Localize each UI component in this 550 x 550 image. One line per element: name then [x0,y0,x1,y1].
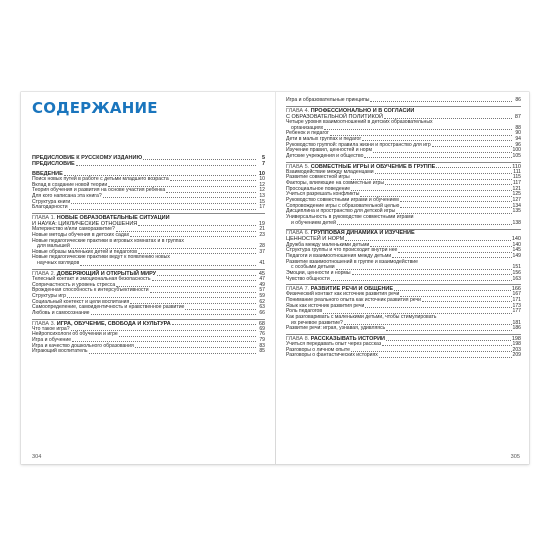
toc-entry-text: Вклад в создание новой теории [32,181,108,188]
toc-entry-page: 85 [259,348,265,355]
toc-entry-page: 186 [512,325,521,332]
toc-entry-page: 28 [259,243,265,250]
toc-entry-page: 57 [259,287,265,294]
dot-leader [172,324,256,325]
toc-entry-page: 69 [259,325,265,332]
chapter-label: ГЛАВА 5. [286,163,310,170]
chapter-label: ГЛАВА 7. [286,286,310,293]
dot-leader [386,340,511,341]
toc-entry [286,353,521,359]
toc-entry-text: Для кого написана эта книга? [32,192,102,199]
toc-entry-page: 127 [512,197,521,203]
toc-entry-page: 23 [259,231,265,238]
dot-leader [138,225,256,226]
toc-entry-page: 171 [512,297,521,303]
chapter-title: ДОВЕРЯЮЩИЙ И ОТКРЫТЫЙ МИРУ [56,270,157,277]
toc-entry-page: 125 [512,191,521,198]
toc-entry-text: Дети в малых группах и педагог [286,135,362,142]
dot-leader [351,190,511,191]
dot-leader [385,184,512,185]
chapter-page: 87 [514,113,521,120]
dot-leader [345,240,511,241]
dot-leader [143,159,256,160]
dot-leader [135,347,256,348]
chapter-title-continued: ЦЕННОСТЕЙ И НОРМ [286,236,345,243]
chapter-heading [286,229,521,243]
toc-list-right [286,98,521,359]
toc-entry-text: Разговоры о фантастических историях [286,352,378,359]
toc-entry-page: 86 [515,97,521,103]
dot-leader [379,357,512,358]
chapter-page: 110 [512,163,521,170]
page-number-right: 305 [510,454,520,460]
chapter-page: 68 [258,320,265,327]
toc-entry-text: Структуры игр [32,292,66,299]
toc-entry-page: 63 [259,304,265,311]
dot-leader [400,207,511,208]
toc-entry-text: Новые образы маленьких детей и педагогов [32,248,137,255]
toc-entry-page: 100 [512,147,521,154]
toc-entry-page: 203 [512,346,521,353]
toc-entry-page: 66 [259,309,265,316]
toc-entry-text: Четыре уровня взаимоотношений в детских образовательных [286,118,433,125]
dot-leader [375,173,512,174]
toc-entry-text: Благодарности [32,204,68,211]
toc-entry-text: Теория обучения и развития на основе участия ребенка [32,187,166,194]
chapter-title-continued: И НАУКА: ЦИКЛИЧЕСКИЕ ОТНОШЕНИЯ [32,221,138,228]
toc-entry-page: 121 [512,185,521,192]
toc-entry-page: 156 [512,269,521,276]
toc-entry-page: 13 [259,192,265,199]
toc-entry-text: Взаимодействие между младенцами [286,168,374,175]
toc-entry-page: 167 [512,291,521,298]
toc-entry-page: 62 [259,298,265,305]
toc-entry-page: 115 [512,174,521,181]
toc-entry-text: Ребенок и педагог [286,130,329,137]
dot-leader [398,252,511,253]
toc-entry-text: Учиться разрешать конфликты [286,191,360,198]
toc-entry-page: 10 [259,175,265,182]
toc-entry-text: Роль педагогов [286,308,323,315]
chapter-label: ГЛАВА 8. [286,336,310,343]
chapter-title: ГРУППОВАЯ ДИНАМИКА И ИЗУЧЕНИЕ [310,230,415,237]
toc-entry [286,154,521,160]
toc-entry-text: Язык как источник развития речи [286,302,365,309]
toc-entry-page: 135 [512,208,521,215]
toc-entry-text: Что такое игра? [32,325,70,332]
toc-entry-text: Сопровождение игры с образовательной целью [286,202,400,209]
toc-entry-text: Развитие речи: играя, узнавая, удивляясь [286,325,386,332]
toc-entry-page: 12 [259,181,265,188]
chapter-title: РАССКАЗЫВАТЬ ИСТОРИИ [310,336,385,343]
toc-entry-page: 145 [512,247,521,254]
toc-entry [286,221,521,227]
toc-entry-page: 83 [259,342,265,349]
dot-leader [116,231,256,232]
toc-entry-text: Игра и образовательные принципы [286,97,370,103]
toc-entry-page: 49 [259,281,265,288]
chapter-page: 140 [511,236,521,243]
toc-entry-page: 149 [512,252,521,259]
toc-entry-page: 76 [259,331,265,338]
toc-entry-text: ПРЕДИСЛОВИЕ [32,161,75,168]
toc-entry-text: Понимание реального опыта как источник развития речи [286,297,421,303]
toc-entry-text: Руководство группой: правила жизни и пространство для игр [286,141,431,148]
toc-entry-text: Телесный контакт и эмоциональная безопасность [32,275,151,282]
toc-entry-text: Материнство и/или саморазвитие? [32,226,115,233]
chapter-label: ГЛАВА 3. [32,320,56,327]
dot-leader [170,180,256,181]
toc-entry-page: 163 [512,275,521,282]
toc-entry-page: 41 [259,260,265,267]
toc-entry-text: ПРЕДИСЛОВИЕ К РУССКОМУ ИЗДАНИЮ [32,155,143,162]
toc-entry-text: Нейропсихологи об обучении и игре [32,331,118,338]
toc-entry-page: 88 [515,124,521,131]
toc-entry-page: 181 [512,319,521,326]
right-page [276,92,529,464]
toc-entry-page: 7 [261,161,265,168]
toc-entry-page: 151 [512,264,521,271]
toc-entry-text: Структура группы и что происходит внутри нее [286,247,398,254]
toc-entry-page: 96 [515,141,521,148]
dot-leader [382,345,511,346]
toc-entry-text: Поиск новых путей в работе с детьми младшего возраста [32,175,169,182]
toc-entry-page: 111 [513,168,521,175]
toc-entry [32,261,265,267]
toc-title: СОДЕРЖАНИЕ [32,99,158,117]
toc-entry-page: 117 [512,180,521,187]
dot-leader [69,209,256,210]
toc-entry-text: Эмоции, ценности и нормы [286,269,351,276]
toc-entry-page: 12 [259,187,265,194]
toc-entry-text: их речевое развитие? [291,319,343,326]
chapter-page: 19 [258,221,265,228]
chapter-title-continued: С ОБРАЗОВАТЕЛЬНОЙ ПОЛИТИКОЙ [286,113,383,120]
chapter-title: НОВЫЕ ОБРАЗОВАТЕЛЬНЫЕ СИТУАЦИИ [56,215,170,222]
toc-entry-text: Структура книги [32,198,71,205]
chapter-label: ГЛАВА 2. [32,270,56,277]
toc-entry-page: 209 [512,352,521,359]
toc-entry [286,326,521,332]
toc-entry-text: научных взглядов [37,260,80,267]
toc-entry-page: 90 [515,130,521,137]
toc-entry-page: 94 [515,135,521,142]
toc-entry-text: Самоопределение, самоидентичность и нравственное развитие [32,304,185,311]
toc-entry-page: 59 [259,292,265,299]
left-page [21,92,275,464]
dot-leader [365,307,511,308]
dot-leader [150,292,256,293]
toc-entry [32,205,265,211]
toc-entry-text: Учиться передавать опыт через рассказ [286,341,382,348]
dot-leader [352,274,512,275]
dot-leader [336,269,512,270]
dot-leader [76,165,256,166]
toc-entry-page: 140 [512,241,521,248]
toc-entry-text: Новые методы обучения в детских садах [32,231,130,238]
chapter-heading [286,106,521,120]
toc-entry-text: Врожденная способность к интерсубъективности [32,287,149,294]
toc-entry-text: Просоциальное поведение [286,185,351,192]
toc-entry [286,98,521,104]
toc-entry-text: Сопричастность и уровень стресса [32,281,116,288]
dot-leader [185,309,256,310]
dot-leader [394,290,511,291]
toc-entry-text: Детские учреждения и общество [286,152,364,159]
toc-entry-text: Развитие совместной игры [286,174,350,181]
toc-entry-text: и обучением детей [291,219,336,226]
dot-leader [80,265,256,266]
toc-entry-page: 173 [512,302,521,309]
toc-entry-page: 17 [259,204,265,211]
dot-leader [370,101,512,102]
toc-list-left [32,152,265,355]
toc-entry [32,311,265,317]
dot-leader [119,336,256,337]
dot-leader [89,353,257,354]
toc-entry-text: Факторы, влияющие на совместные игры [286,180,384,187]
toc-entry-text: для малышей [37,243,70,250]
toc-entry-text: ВВЕДЕНИЕ [32,170,63,177]
toc-entry-text: Игра и обучение [32,337,72,344]
dot-leader [337,224,512,225]
toc-entry-text: Любовь и самосознание [32,309,90,316]
toc-entry-text: Универсальность в руководстве совместными играми [286,213,414,220]
toc-entry-page: 15 [259,198,265,205]
toc-entry-page: 79 [259,337,265,344]
dot-leader [436,167,511,168]
dot-leader [331,280,512,281]
toc-entry-text: Игра и качество дошкольного образования [32,342,134,349]
toc-entry-text: Развитие взаимоотношений в группе и взаимодействие [286,258,418,265]
chapter-page: 45 [258,270,265,277]
dot-leader [157,275,256,276]
toc-entry-page: 198 [512,341,521,348]
chapter-label: ГЛАВА 4. [286,107,310,114]
toc-entry [32,349,265,355]
toc-entry-text: Изучение правил, ценностей и норм [286,147,372,154]
dot-leader [386,330,511,331]
chapter-page: 166 [511,286,521,293]
toc-entry-text: с особыми детьми [291,264,335,271]
toc-entry-text: Социальный контекст и цели воспитания [32,298,130,305]
toc-entry-page: 37 [259,248,265,255]
chapter-page: 198 [511,336,521,343]
page-number-left: 304 [32,454,42,460]
toc-entry-text: организациях [291,124,324,131]
toc-entry-text: Руководство совместными играми и обучением [286,197,399,203]
dot-leader [152,280,256,281]
toc-entry-text: Чувство общности [286,275,330,282]
toc-entry-text: Новые педагогические практики ведут к появлению новых [32,254,170,261]
toc-entry-page: 138 [512,219,521,226]
dot-leader [71,203,256,204]
chapter-title: ПРОФЕССИОНАЛЬНО И В СОГЛАСИИ [310,107,415,114]
dot-leader [166,192,256,193]
dot-leader [364,157,511,158]
toc-entry [32,161,265,167]
dot-leader [103,197,256,198]
toc-entry-text: Дружба между маленькими детьми [286,241,370,248]
toc-entry-text: Новые педагогические практики в игровых комнатах и в группах [32,237,184,244]
chapter-label: ГЛАВА 6. [286,230,310,237]
toc-entry-text: Разговоры о личном опыте [286,346,350,353]
toc-entry-page: 105 [512,152,521,159]
chapter-title: ИГРА, ОБУЧЕНИЕ, СВОБОДА И КУЛЬТУРА [56,320,171,327]
dot-leader [324,129,512,130]
toc-entry-page: 10 [258,170,265,177]
chapter-heading [32,213,265,227]
toc-entry-text: Как разговаривать с маленькими детьми, чтобы стимулировать [286,313,437,320]
dot-leader [400,201,512,202]
toc-entry-text: Педагоги и взаимоотношения между детьми [286,252,392,259]
dot-leader [91,314,256,315]
toc-entry-text: Физический контакт как источник развития речи [286,291,400,298]
dot-leader [432,146,512,147]
toc-entry-page: 177 [512,308,521,315]
dot-leader [422,301,512,302]
toc-entry-text: Дисциплина и пространство для детской игры [286,208,396,215]
dot-leader [373,152,512,153]
chapter-label: ГЛАВА 1. [32,215,56,222]
toc-entry-text: Играющий воспитатель [32,348,88,355]
toc-entry-page: 5 [261,155,265,162]
toc-entry-page: 21 [259,226,265,233]
toc-entry-page: 47 [259,275,265,282]
toc-entry-page: 134 [512,202,521,209]
toc-entry [286,277,521,283]
chapter-title: СОВМЕСТНЫЕ ИГРЫ И ОБУЧЕНИЕ В ГРУППЕ [310,163,436,170]
chapter-title: РАЗВИТИЕ РЕЧИ И ОБЩЕНИЕ [310,286,394,293]
